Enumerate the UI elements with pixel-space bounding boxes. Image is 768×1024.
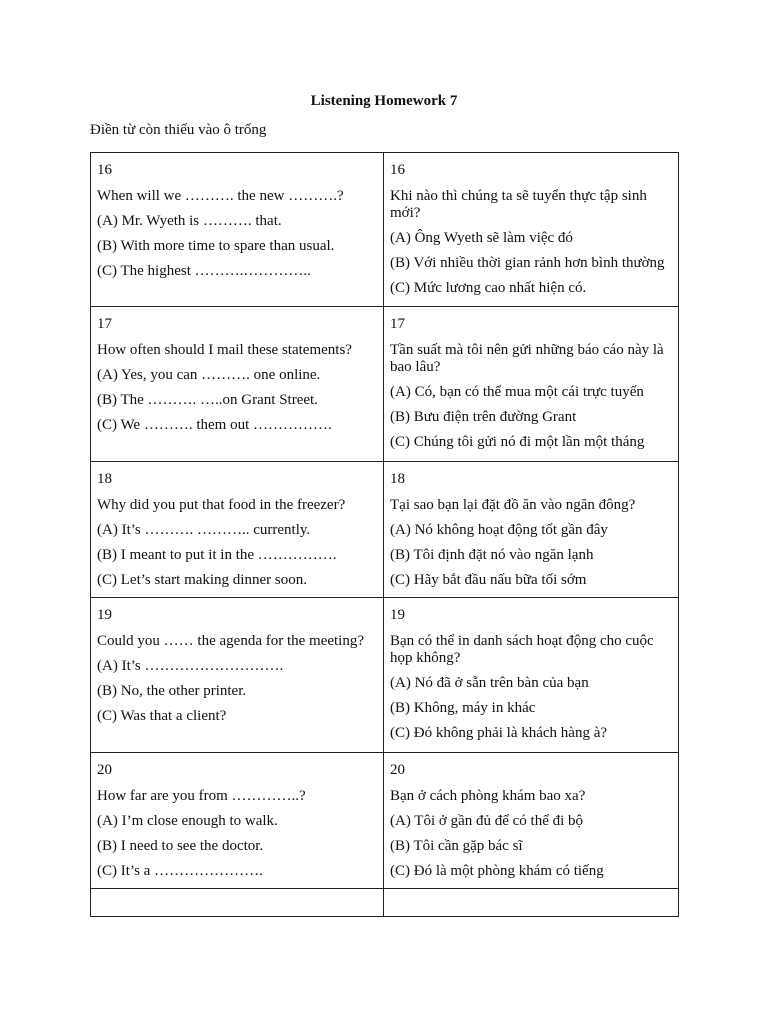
option-c: (C) Đó là một phòng khám có tiếng [390, 863, 604, 879]
question-number: 16 [390, 162, 405, 178]
question-text: Khi nào thì chúng ta sẽ tuyển thực tập sinh mới? [390, 188, 647, 221]
vietnamese-cell [384, 598, 679, 753]
option-c: (C) The highest ……….………….. [97, 263, 311, 279]
option-a: (A) I’m close enough to walk. [97, 813, 278, 829]
question-text: Tại sao bạn lại đặt đồ ăn vào ngăn đông? [390, 497, 636, 513]
question-text: Why did you put that food in the freezer? [97, 497, 346, 513]
english-cell [91, 462, 384, 598]
option-b: (B) No, the other printer. [97, 683, 247, 699]
question-number: 18 [390, 471, 405, 487]
option-c: (C) Hãy bắt đầu nấu bữa tối sớm [390, 572, 587, 588]
page-title: Listening Homework 7 [310, 93, 458, 109]
option-c: (C) Chúng tôi gửi nó đi một lần một tháng [390, 434, 645, 450]
question-number: 17 [97, 316, 112, 332]
option-a: (A) Ông Wyeth sẽ làm việc đó [390, 230, 573, 246]
vietnamese-cell [384, 753, 679, 889]
option-a: (A) Yes, you can ………. one online. [97, 367, 321, 383]
question-number: 18 [97, 471, 112, 487]
vietnamese-cell [384, 462, 679, 598]
instruction-text: Điền từ còn thiếu vào ô trống [90, 122, 267, 138]
table-row [91, 462, 679, 598]
option-a: (A) It’s ………………………. [97, 658, 284, 674]
option-b: (B) I need to see the doctor. [97, 838, 264, 854]
question-number: 20 [390, 762, 405, 778]
question-number: 20 [97, 762, 112, 778]
question-number: 17 [390, 316, 405, 332]
option-b: (B) Tôi cần gặp bác sĩ [390, 838, 523, 854]
question-number: 19 [390, 607, 405, 623]
table-row [91, 598, 679, 753]
option-b: (B) Tôi định đặt nó vào ngăn lạnh [390, 547, 594, 563]
question-text: How far are you from …………..? [97, 788, 306, 804]
question-text: Tần suất mà tôi nên gửi những báo cáo này là bao lâu? [390, 342, 664, 375]
question-text: Bạn ở cách phòng khám bao xa? [390, 788, 586, 804]
english-cell [91, 307, 384, 462]
option-c: (C) It’s a …………………. [97, 863, 263, 879]
option-a: (A) It’s ………. ……….. currently. [97, 522, 311, 538]
empty-table-row [91, 889, 679, 917]
option-c: (C) Let’s start making dinner soon. [97, 572, 307, 588]
question-text: Could you …… the agenda for the meeting? [97, 633, 365, 649]
option-a: (A) Tôi ở gần đủ để có thể đi bộ [390, 813, 584, 829]
option-c: (C) Mức lương cao nhất hiện có. [390, 280, 587, 296]
option-b: (B) Với nhiều thời gian rảnh hơn bình thường [390, 255, 665, 271]
option-a: (A) Có, bạn có thể mua một cái trực tuyến [390, 384, 644, 400]
option-b: (B) Bưu điện trên đường Grant [390, 409, 577, 425]
homework-table [90, 152, 679, 917]
question-text: How often should I mail these statements? [97, 342, 352, 358]
option-c: (C) We ………. them out ……………. [97, 417, 332, 433]
english-cell [91, 753, 384, 889]
question-number: 19 [97, 607, 112, 623]
option-c: (C) Was that a client? [97, 708, 227, 724]
option-b: (B) I meant to put it in the ……………. [97, 547, 337, 563]
option-b: (B) With more time to spare than usual. [97, 238, 335, 254]
option-c: (C) Đó không phải là khách hàng à? [390, 725, 608, 741]
option-b: (B) Không, máy in khác [390, 700, 536, 716]
question-text: When will we ………. the new ……….? [97, 188, 344, 204]
option-a: (A) Mr. Wyeth is ………. that. [97, 213, 282, 229]
empty-cell [384, 889, 679, 917]
question-text: Bạn có thể in danh sách hoạt động cho cuộc họp không? [390, 633, 654, 666]
empty-cell [91, 889, 384, 917]
vietnamese-cell [384, 307, 679, 462]
english-cell [91, 153, 384, 307]
option-a: (A) Nó đã ở sẵn trên bàn của bạn [390, 675, 589, 691]
question-number: 16 [97, 162, 112, 178]
english-cell [91, 598, 384, 753]
option-b: (B) The ………. …..on Grant Street. [97, 392, 318, 408]
table-row [91, 753, 679, 889]
table-row [91, 153, 679, 307]
option-a: (A) Nó không hoạt động tốt gần đây [390, 522, 608, 538]
vietnamese-cell [384, 153, 679, 307]
table-row [91, 307, 679, 462]
